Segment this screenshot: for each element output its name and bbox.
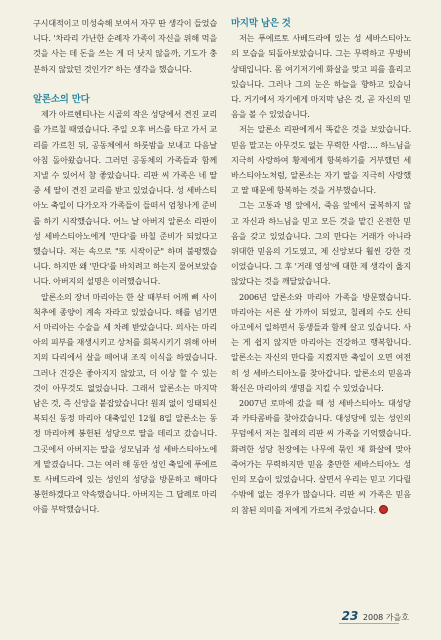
paragraph: 2006년 알론소와 마리아 가족을 방문했습니다. 마리아는 서른 살 가까이 되었고, 칠레의 수도 산티아고에서 일하면서 동생들과 함께 살고 있습니다. 사는 게 쉽지 않지만 마리아는 건강하고 행복합니다. 알론소는 자신의 만다를 지켰지만 축일이 오면 여전히 성 세바스티아노를 찾아갑니다. 알론소의 믿음과 확신은 마리아의 생명을 지킬 수 있었습니다. <box>231 291 411 393</box>
paragraph: 구시대적이고 미성숙해 보여서 자꾸 딴 생각이 들었습니다. '차라리 가난한 순례자 가족이 자신을 위해 먹을 것을 사는 데 돈을 쓰는 게 더 낫지 않을까, 기도가 충분하지 않았던 것인가?' 하는 생각을 했습니다. <box>33 18 217 74</box>
page-footer <box>342 609 409 623</box>
paragraph-text: 2007년 로마에 갔을 때 성 세바스티아노 대성당과 카타콤바를 찾아갔습니다. 대성당에 있는 성인의 무덤에서 저는 칠레의 리판 씨 가족을 기억했습니다. 화려한 성당 천장에는 나무에 묶인 채 화살에 맞아 죽어가는 무력하지만 믿음 충만한 세바스티아노 성인의 모습이 있었습니다. 살면서 우리는 믿고 기다릴 수밖에 없는 경우가 많습니다. 리판 씨 가족은 믿음의 참된 의미를 저에게 가르쳐 주었습니다. <box>231 398 411 515</box>
paragraph: 저는 알론소 리판에게서 똑같은 것을 보았습니다. 믿음 말고는 아무것도 없는 무력한 사람…. 하느님을 지극히 사랑하여 황제에게 항복하기를 거부했던 세바스티아노처럼, 알론소는 자기 딸을 지극히 사랑했고 딸 때문에 항복하는 것을 거부했습니다. <box>231 124 411 196</box>
paragraph: 제가 아르헨티나는 시골의 작은 성당에서 견진 교리를 가르칠 때였습니다. 주일 오후 버스를 타고 가서 교리를 가르친 뒤, 공동체에서 하룻밤을 보내고 다음날 아침 돌아왔습니다. 그러던 공동체의 가족들과 함께 지낼 수 있어서 참 좋았습니다. 리판 씨 가족은 네 딸 중 세 딸이 견진 교리를 받고 있었습니다. 성 세바스티아노 축일이 다가오자 가족들이 들떠서 엄청나게 준비를 하기 시작했습니다. 어느 날 아버지 알론소 리판이 성 세바스티아노에게 '만다'를 바칠 준비가 되었다고 했습니다. 저는 속으로 "또 시작이군" 하며 불평했습니다. 하지만 왜 '만다'를 바치려고 하는지 물어보았습니다. 아버지의 설명은 이러했습니다. <box>33 109 217 287</box>
issue-label: 2008 가을호 <box>362 613 409 622</box>
section-heading-alonso-manda: 알론소의 만다 <box>33 94 90 105</box>
right-column <box>231 16 411 518</box>
paragraph: 알론소의 장녀 마리아는 한 살 때부터 어깨 뼈 사이 척추에 종양이 계속 자라고 있었습니다. 해를 넘기면서 마리아는 수술을 세 차례 받았습니다. 의사는 마리아의 피부를 재생시키고 상처를 회복시키기 위해 아버지의 다리에서 살을 떼어내 조직 이식을 하였습니다. 그러나 건강은 좋아지지 않았고, 더 이상 할 수 있는 것이 아무것도 없었습니다. 그래서 알론소는 마지막 남은 것, 즉 신앙을 붙잡았습니다! 원죄 없이 잉태되신 복되신 동정 마리아 대축일인 12월 8일 알론소는 동정 마리아께 봉헌된 성당으로 딸을 데리고 갔습니다. 그곳에서 아버지는 딸을 성모님과 성 세바스티아노에게 맡겼습니다. 그는 여러 해 동안 성인 축일에 푸에르토 사베드라에 있는 성인의 성당을 방문하고 해마다 봉헌하겠다고 약속했습니다. 아버지는 그 답례로 마리아를 부탁했습니다. <box>33 291 217 515</box>
left-column <box>33 16 217 518</box>
footer-rule <box>339 623 399 624</box>
paragraph: 그는 고통과 병 앞에서, 죽음 앞에서 굴복하지 않고 자신과 하느님을 믿고 모든 것을 맡긴 온전한 믿음을 갖고 있었습니다. 그의 만다는 거래가 아니라 위대한 믿음의 기도였고, 제 신앙보다 훨씬 강한 것이었습니다. 그 후 '거래 영성'에 대한 제 생각이 옳지 않았다는 것을 깨달았습니다. <box>231 200 411 287</box>
paragraph-last <box>231 396 411 518</box>
page-number: 23 <box>341 609 359 623</box>
end-mark-icon <box>379 505 388 514</box>
paragraph: 저는 푸에르토 사베드라에 있는 성 세바스티아노의 모습을 되돌아보았습니다. 그는 무력하고 무방비 상태입니다. 몸 여기저기에 화살을 맞고 피를 흘리고 있습니다. 그러나 그의 눈은 하늘을 향하고 있습니다. 거기에서 자기에게 마지막 남은 것, 곧 자신의 믿음을 볼 수 있었습니다. <box>231 33 411 120</box>
section-heading-last-thing: 마지막 남은 것 <box>231 18 291 29</box>
